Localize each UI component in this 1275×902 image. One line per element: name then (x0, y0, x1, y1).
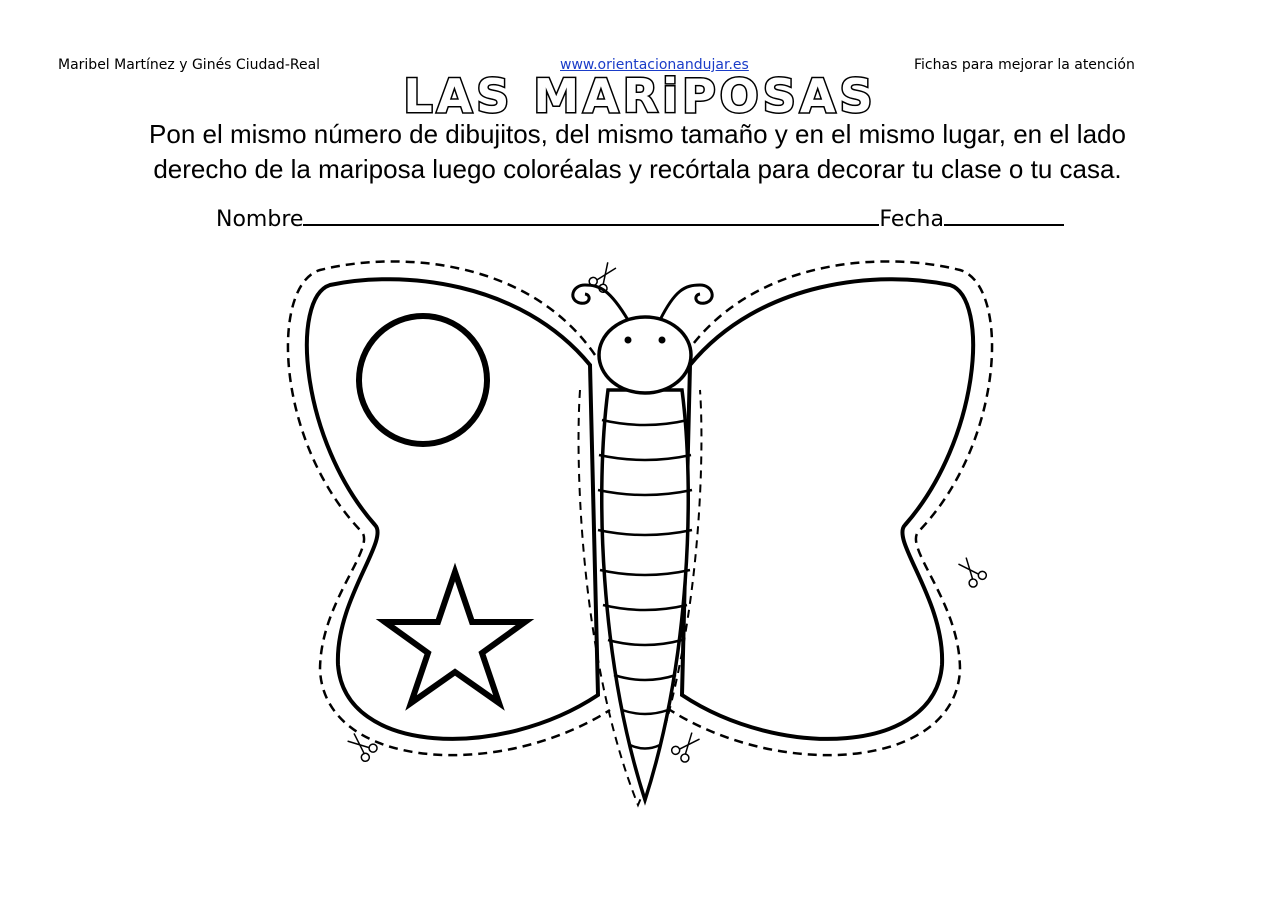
website-link[interactable]: www.orientacionandujar.es (560, 57, 749, 73)
instruction-line-1: Pon el mismo número de dibujitos, del mismo tamaño y en el mismo lugar, en el lado (149, 119, 1126, 149)
name-date-row (216, 202, 1064, 232)
butterfly-body (602, 390, 688, 800)
scissors-icon (955, 554, 988, 588)
page-title (380, 66, 900, 122)
butterfly-figure (250, 240, 1030, 820)
authors-text: Maribel Martínez y Ginés Ciudad-Real (58, 57, 321, 73)
scissors-icon (670, 729, 703, 763)
name-field[interactable] (303, 202, 879, 226)
right-eye (659, 337, 666, 344)
butterfly-head (599, 317, 691, 393)
instruction-line-2: derecho de la mariposa luego coloréalas y recórtala para decorar tu clase o tu casa. (153, 154, 1122, 184)
left-eye (625, 337, 632, 344)
name-label: Nombre (216, 207, 304, 232)
series-text: Fichas para mejorar la atención (914, 57, 1135, 73)
scissors-icon (344, 730, 378, 763)
page-title-text: LAS MARiPOSAS (403, 69, 877, 122)
right-wing (682, 279, 973, 739)
date-label: Fecha (879, 207, 944, 232)
right-antenna (660, 285, 712, 320)
left-wing (307, 279, 598, 739)
date-field[interactable] (944, 202, 1064, 226)
